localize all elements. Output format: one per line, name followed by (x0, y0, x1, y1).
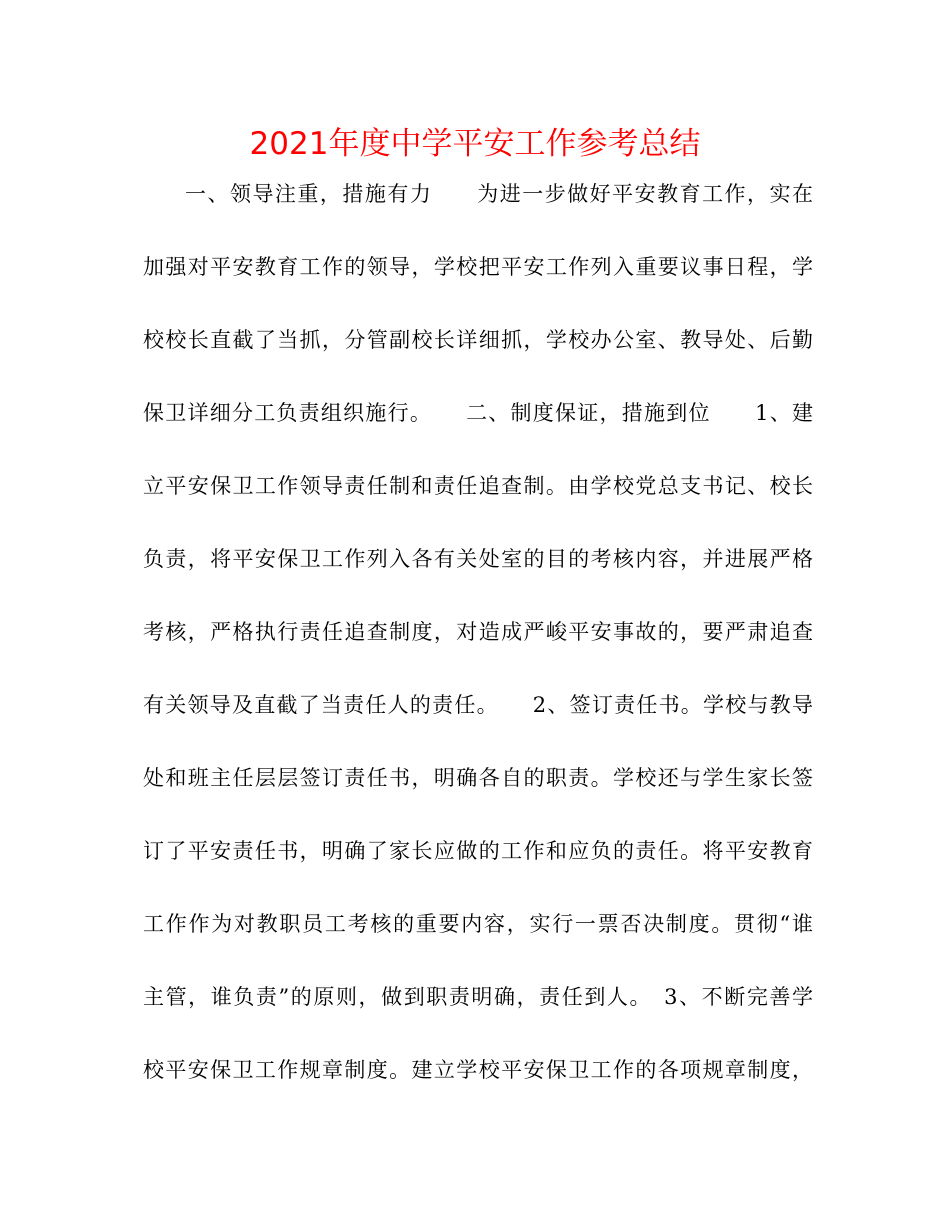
body-line: 加强对平安教育工作的领导，学校把平安工作列入重要议事日程，学 (143, 255, 813, 279)
body-line: 工作作为对教职员工考核的重要内容，实行一票否决制度。贯彻“谁 (143, 912, 813, 936)
body-line: 有关领导及直截了当责任人的责任。 2、签订责任书。学校与教导 (143, 693, 813, 717)
body-line: 订了平安责任书，明确了家长应做的工作和应负的责任。将平安教育 (143, 839, 813, 863)
body-line: 保卫详细分工负责组织施行。 二、制度保证，措施到位 1、建 (143, 401, 813, 425)
document-body (143, 172, 813, 1121)
body-line: 负责，将平安保卫工作列入各有关处室的目的考核内容，并进展严格 (143, 547, 813, 571)
body-line: 校平安保卫工作规章制度。建立学校平安保卫工作的各项规章制度， (143, 1058, 813, 1082)
body-line: 一、领导注重，措施有力 为进一步做好平安教育工作，实在 (185, 182, 813, 206)
body-line: 考核，严格执行责任追查制度，对造成严峻平安事故的，要严肃追查 (143, 620, 813, 644)
body-line: 主管，谁负责”的原则，做到职责明确，责任到人。 3、不断完善学 (143, 985, 813, 1009)
body-line: 校校长直截了当抓，分管副校长详细抓，学校办公室、教导处、后勤 (143, 328, 813, 352)
body-line: 处和班主任层层签订责任书，明确各自的职责。学校还与学生家长签 (143, 766, 813, 790)
body-line: 立平安保卫工作领导责任制和责任追查制。由学校党总支书记、校长 (143, 474, 813, 498)
document-title: 2021年度中学平安工作参考总结 (249, 126, 701, 162)
